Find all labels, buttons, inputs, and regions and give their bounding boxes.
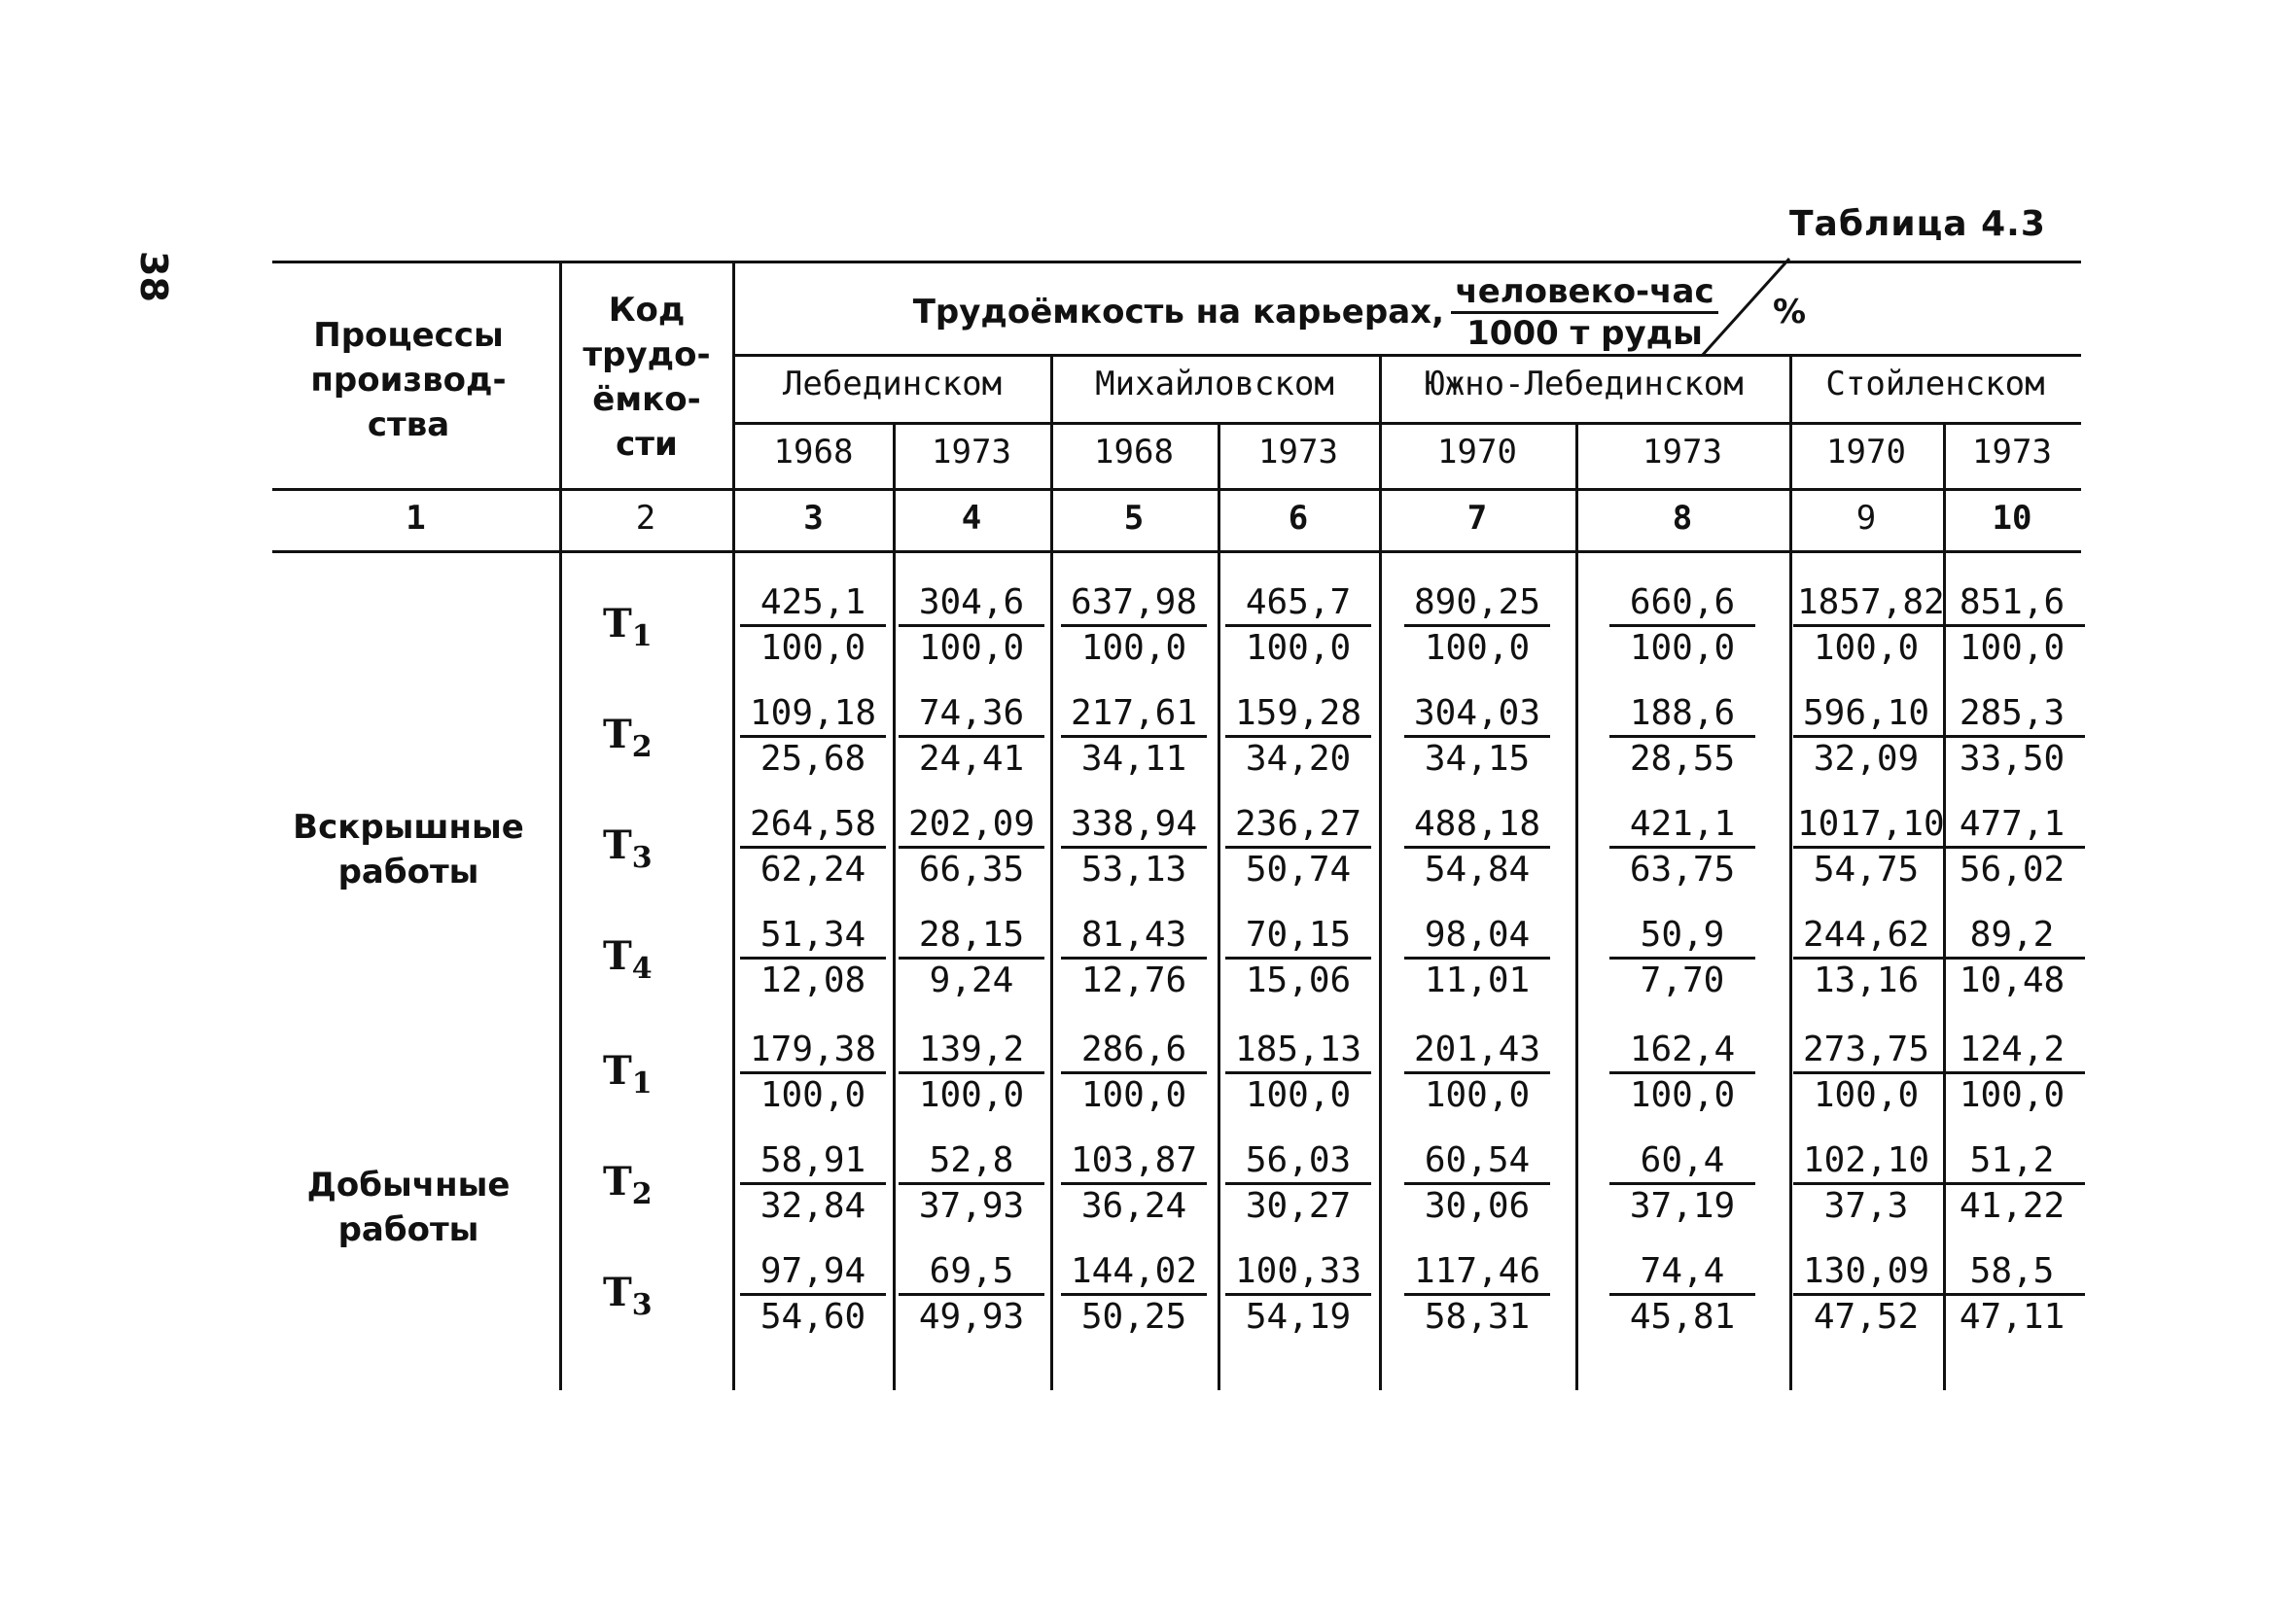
labor-code xyxy=(603,1270,653,1322)
value-fraction xyxy=(740,581,886,670)
labor-hours-value: 100,33 xyxy=(1225,1250,1371,1296)
labor-hours-value: 596,10 xyxy=(1793,692,1939,738)
value-fraction xyxy=(1793,1250,1939,1339)
percent-value: 54,60 xyxy=(759,1297,866,1337)
percent-value: 9,24 xyxy=(929,961,1014,1000)
value-fraction xyxy=(1061,803,1207,891)
labor-hours-value: 69,5 xyxy=(899,1250,1044,1296)
col-number: 10 xyxy=(1992,499,2032,538)
year-cell: 1970 xyxy=(1826,433,1906,472)
col-number: 5 xyxy=(1123,499,1145,538)
value-fraction xyxy=(1225,803,1371,891)
percent-value: 12,76 xyxy=(1080,961,1187,1000)
labor-hours-value: 188,6 xyxy=(1609,692,1755,738)
year-cell: 1968 xyxy=(773,433,854,472)
col-number: 9 xyxy=(1855,499,1877,538)
labor-hours-value: 51,2 xyxy=(1939,1139,2085,1185)
percent-value: 50,25 xyxy=(1080,1297,1187,1337)
value-fraction xyxy=(1939,692,2085,781)
labor-hours-value: 102,10 xyxy=(1793,1139,1939,1185)
labor-hours-value: 117,46 xyxy=(1404,1250,1550,1296)
labor-code xyxy=(603,933,653,986)
year-cell: 1973 xyxy=(932,433,1011,472)
labor-hours-value: 637,98 xyxy=(1061,581,1207,627)
percent-value: 54,75 xyxy=(1813,850,1920,890)
percent-value: 49,93 xyxy=(918,1297,1025,1337)
value-fraction xyxy=(899,1250,1044,1339)
percent-value: 11,01 xyxy=(1424,961,1531,1000)
value-fraction xyxy=(1793,692,1939,781)
labor-hours-value: 851,6 xyxy=(1939,581,2085,627)
percent-value: 100,0 xyxy=(1245,628,1352,668)
value-fraction xyxy=(740,803,886,891)
quarry-mikhailovsky: Михайловском xyxy=(1095,365,1334,403)
labor-code-letter: T xyxy=(603,933,632,979)
header-bottom-rule xyxy=(272,488,2081,491)
percent-value: 45,81 xyxy=(1629,1297,1736,1337)
labor-hours-value: 81,43 xyxy=(1061,914,1207,960)
value-fraction xyxy=(1609,581,1755,670)
value-fraction xyxy=(1061,914,1207,1002)
labor-code xyxy=(603,822,653,875)
labor-hours-value: 244,62 xyxy=(1793,914,1939,960)
labor-hours-value: 28,15 xyxy=(899,914,1044,960)
labor-hours-value: 185,13 xyxy=(1225,1029,1371,1074)
labor-code-letter: T xyxy=(603,1048,632,1094)
year-cell: 1973 xyxy=(1643,433,1722,472)
labor-code-letter: T xyxy=(603,1159,632,1205)
quarry-south-lebedinsky: Южно-Лебединском xyxy=(1425,365,1744,403)
percent-value: 7,70 xyxy=(1640,961,1725,1000)
percent-value: 100,0 xyxy=(1959,1075,2066,1115)
header-unit-fraction xyxy=(1451,272,1718,353)
unit-denominator: 1000 т руды xyxy=(1466,314,1703,353)
col-divider xyxy=(1943,422,1946,1390)
value-fraction xyxy=(1404,1029,1550,1117)
percent-value: 100,0 xyxy=(918,1075,1025,1115)
labor-hours-value: 179,38 xyxy=(740,1029,886,1074)
labor-code xyxy=(603,712,653,764)
value-fraction xyxy=(1793,914,1939,1002)
percent-value: 25,68 xyxy=(759,739,866,779)
col-number: 6 xyxy=(1288,499,1309,538)
labor-hours-value: 124,2 xyxy=(1939,1029,2085,1074)
value-fraction xyxy=(899,581,1044,670)
unit-numerator: человеко-час xyxy=(1451,272,1718,314)
percent-value: 62,24 xyxy=(759,850,866,890)
table-caption: Таблица 4.3 xyxy=(1789,204,2046,244)
percent-value: 34,20 xyxy=(1245,739,1352,779)
labor-hours-value: 285,3 xyxy=(1939,692,2085,738)
colnum-bottom-rule xyxy=(272,550,2081,553)
value-fraction xyxy=(1404,803,1550,891)
labor-hours-value: 488,18 xyxy=(1404,803,1550,849)
value-fraction xyxy=(1404,581,1550,670)
col-number: 4 xyxy=(961,499,982,538)
labor-hours-value: 425,1 xyxy=(740,581,886,627)
unit-percent: % xyxy=(1772,293,1807,332)
labor-hours-value: 660,6 xyxy=(1609,581,1755,627)
percent-value: 100,0 xyxy=(1629,628,1736,668)
labor-hours-value: 217,61 xyxy=(1061,692,1207,738)
labor-hours-value: 286,6 xyxy=(1061,1029,1207,1074)
labor-hours-value: 236,27 xyxy=(1225,803,1371,849)
percent-value: 37,3 xyxy=(1823,1186,1909,1226)
labor-code-index: 1 xyxy=(631,619,653,653)
percent-value: 12,08 xyxy=(759,961,866,1000)
labor-hours-value: 58,5 xyxy=(1939,1250,2085,1296)
value-fraction xyxy=(899,1029,1044,1117)
value-fraction xyxy=(1404,1250,1550,1339)
labor-hours-value: 890,25 xyxy=(1404,581,1550,627)
value-fraction xyxy=(1609,1029,1755,1117)
labor-hours-value: 201,43 xyxy=(1404,1029,1550,1074)
year-cell: 1968 xyxy=(1094,433,1174,472)
value-fraction xyxy=(1061,1250,1207,1339)
percent-value: 37,93 xyxy=(918,1186,1025,1226)
value-fraction xyxy=(1225,692,1371,781)
labor-code-letter: T xyxy=(603,601,632,646)
value-fraction xyxy=(899,692,1044,781)
labor-hours-value: 60,4 xyxy=(1609,1139,1755,1185)
percent-value: 28,55 xyxy=(1629,739,1736,779)
value-fraction xyxy=(1939,1139,2085,1228)
percent-value: 100,0 xyxy=(759,1075,866,1115)
process-mining: Добычные работы xyxy=(306,1166,511,1249)
percent-value: 100,0 xyxy=(1959,628,2066,668)
col-number: 1 xyxy=(406,499,426,538)
quarry-lebedinsky: Лебединском xyxy=(782,365,1003,403)
percent-value: 33,50 xyxy=(1959,739,2066,779)
percent-value: 100,0 xyxy=(1245,1075,1352,1115)
percent-value: 100,0 xyxy=(1424,628,1531,668)
percent-value: 63,75 xyxy=(1629,850,1736,890)
value-fraction xyxy=(1225,581,1371,670)
process-overburden: Вскрышные работы xyxy=(293,808,524,891)
labor-code-letter: T xyxy=(603,822,632,868)
quarry-row-rule xyxy=(734,354,2081,357)
header-main-title: Трудоёмкость на карьерах, xyxy=(912,293,1444,332)
value-fraction xyxy=(1061,692,1207,781)
labor-hours-value: 103,87 xyxy=(1061,1139,1207,1185)
value-fraction xyxy=(1225,1029,1371,1117)
labor-hours-value: 139,2 xyxy=(899,1029,1044,1074)
value-fraction xyxy=(1793,581,1945,670)
value-fraction xyxy=(1061,1139,1207,1228)
percent-value: 30,06 xyxy=(1424,1186,1531,1226)
value-fraction xyxy=(740,1139,886,1228)
labor-code-index: 2 xyxy=(631,730,653,764)
labor-code xyxy=(603,1159,653,1211)
percent-value: 41,22 xyxy=(1959,1186,2066,1226)
value-fraction xyxy=(1404,914,1550,1002)
labor-hours-value: 465,7 xyxy=(1225,581,1371,627)
value-fraction xyxy=(740,1029,886,1117)
percent-value: 34,15 xyxy=(1424,739,1531,779)
value-fraction xyxy=(1609,1139,1755,1228)
value-fraction xyxy=(740,1250,886,1339)
percent-value: 100,0 xyxy=(759,628,866,668)
col-number: 8 xyxy=(1672,499,1693,538)
table-top-rule xyxy=(272,261,2081,263)
labor-hours-value: 56,03 xyxy=(1225,1139,1371,1185)
labor-hours-value: 273,75 xyxy=(1793,1029,1939,1074)
value-fraction xyxy=(1404,692,1550,781)
percent-value: 50,74 xyxy=(1245,850,1352,890)
labor-hours-value: 52,8 xyxy=(899,1139,1044,1185)
labor-hours-value: 58,91 xyxy=(740,1139,886,1185)
labor-code-letter: T xyxy=(603,1270,632,1315)
labor-code-index: 4 xyxy=(631,952,653,986)
value-fraction xyxy=(1061,581,1207,670)
value-fraction xyxy=(1793,1029,1939,1117)
labor-hours-value: 89,2 xyxy=(1939,914,2085,960)
page-number: 38 xyxy=(132,251,175,302)
value-fraction xyxy=(899,914,1044,1002)
percent-value: 54,19 xyxy=(1245,1297,1352,1337)
labor-hours-value: 98,04 xyxy=(1404,914,1550,960)
value-fraction xyxy=(899,803,1044,891)
value-fraction xyxy=(1225,1250,1371,1339)
percent-value: 32,09 xyxy=(1813,739,1920,779)
percent-value: 53,13 xyxy=(1080,850,1187,890)
percent-value: 30,27 xyxy=(1245,1186,1352,1226)
labor-code-index: 3 xyxy=(631,1288,653,1322)
value-fraction xyxy=(1609,1250,1755,1339)
value-fraction xyxy=(1939,914,2085,1002)
value-fraction xyxy=(1609,692,1755,781)
col-divider xyxy=(893,422,896,1390)
header-process: Процессы производ-ства xyxy=(310,316,507,444)
labor-hours-value: 477,1 xyxy=(1939,803,2085,849)
labor-hours-value: 70,15 xyxy=(1225,914,1371,960)
col-number: 7 xyxy=(1466,499,1488,538)
value-fraction xyxy=(1609,914,1755,1002)
col-divider xyxy=(1575,422,1578,1390)
labor-code-index: 3 xyxy=(631,841,653,875)
labor-code-letter: T xyxy=(603,712,632,757)
percent-value: 66,35 xyxy=(918,850,1025,890)
labor-hours-value: 1857,82 xyxy=(1793,581,1939,627)
percent-value: 100,0 xyxy=(1080,1075,1187,1115)
percent-value: 54,84 xyxy=(1424,850,1531,890)
labor-hours-value: 162,4 xyxy=(1609,1029,1755,1074)
percent-value: 13,16 xyxy=(1813,961,1920,1000)
value-fraction xyxy=(1793,1139,1939,1228)
percent-value: 100,0 xyxy=(1813,1075,1920,1115)
value-fraction xyxy=(740,914,886,1002)
labor-hours-value: 304,03 xyxy=(1404,692,1550,738)
labor-hours-value: 1017,10 xyxy=(1793,803,1939,849)
year-cell: 1973 xyxy=(1258,433,1338,472)
labor-code xyxy=(603,1048,653,1100)
quarry-stoilensky: Стойленском xyxy=(1825,365,2045,403)
labor-hours-value: 50,9 xyxy=(1609,914,1755,960)
value-fraction xyxy=(1939,803,2085,891)
value-fraction xyxy=(1939,581,2085,670)
value-fraction xyxy=(1939,1250,2085,1339)
value-fraction xyxy=(1793,803,1945,891)
percent-value: 37,19 xyxy=(1629,1186,1736,1226)
col-divider xyxy=(1218,422,1220,1390)
percent-value: 36,24 xyxy=(1080,1186,1187,1226)
labor-hours-value: 130,09 xyxy=(1793,1250,1939,1296)
percent-value: 100,0 xyxy=(918,628,1025,668)
labor-hours-value: 74,36 xyxy=(899,692,1044,738)
labor-hours-value: 97,94 xyxy=(740,1250,886,1296)
percent-value: 10,48 xyxy=(1959,961,2066,1000)
value-fraction xyxy=(899,1139,1044,1228)
value-fraction xyxy=(1225,1139,1371,1228)
labor-code xyxy=(603,601,653,653)
value-fraction xyxy=(1061,1029,1207,1117)
labor-hours-value: 51,34 xyxy=(740,914,886,960)
labor-hours-value: 421,1 xyxy=(1609,803,1755,849)
value-fraction xyxy=(740,692,886,781)
header-code: Код трудо-ёмко-сти xyxy=(583,291,711,464)
percent-value: 100,0 xyxy=(1629,1075,1736,1115)
labor-hours-value: 60,54 xyxy=(1404,1139,1550,1185)
value-fraction xyxy=(1404,1139,1550,1228)
percent-value: 47,52 xyxy=(1813,1297,1920,1337)
value-fraction xyxy=(1609,803,1755,891)
col-number: 2 xyxy=(635,499,656,538)
percent-value: 100,0 xyxy=(1424,1075,1531,1115)
labor-code-index: 2 xyxy=(631,1177,653,1211)
percent-value: 100,0 xyxy=(1080,628,1187,668)
percent-value: 24,41 xyxy=(918,739,1025,779)
value-fraction xyxy=(1225,914,1371,1002)
percent-value: 58,31 xyxy=(1424,1297,1531,1337)
percent-value: 56,02 xyxy=(1959,850,2066,890)
col-number: 3 xyxy=(803,499,824,538)
year-cell: 1973 xyxy=(1972,433,2052,472)
labor-hours-value: 338,94 xyxy=(1061,803,1207,849)
percent-value: 47,11 xyxy=(1959,1297,2066,1337)
value-fraction xyxy=(1939,1029,2085,1117)
percent-value: 32,84 xyxy=(759,1186,866,1226)
labor-hours-value: 144,02 xyxy=(1061,1250,1207,1296)
labor-hours-value: 264,58 xyxy=(740,803,886,849)
labor-hours-value: 202,09 xyxy=(899,803,1044,849)
labor-code-index: 1 xyxy=(631,1066,653,1100)
col-divider xyxy=(559,261,562,1390)
year-cell: 1970 xyxy=(1437,433,1517,472)
percent-value: 34,11 xyxy=(1080,739,1187,779)
percent-value: 15,06 xyxy=(1245,961,1352,1000)
year-row-rule xyxy=(734,422,2081,425)
labor-hours-value: 74,4 xyxy=(1609,1250,1755,1296)
labor-hours-value: 159,28 xyxy=(1225,692,1371,738)
labor-hours-value: 304,6 xyxy=(899,581,1044,627)
percent-value: 100,0 xyxy=(1813,628,1920,668)
labor-hours-value: 109,18 xyxy=(740,692,886,738)
